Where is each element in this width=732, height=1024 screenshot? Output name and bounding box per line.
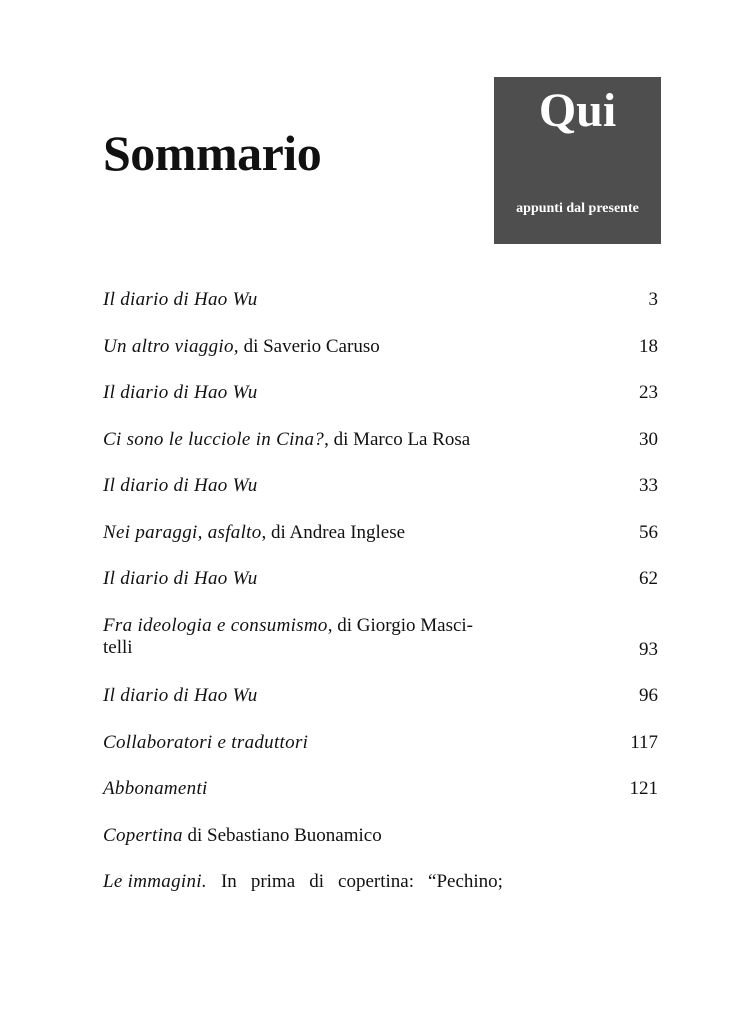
toc-entry-page: 18 bbox=[639, 335, 658, 357]
toc-entry bbox=[103, 685, 658, 707]
toc-entry-title: Il diario di Hao Wu bbox=[103, 475, 258, 496]
toc-entry-page: 93 bbox=[639, 638, 658, 660]
toc-entry bbox=[103, 336, 658, 358]
logo-name: Qui bbox=[538, 84, 617, 137]
toc-entry-page: 23 bbox=[639, 382, 658, 403]
toc-entry bbox=[103, 522, 658, 544]
toc-entry bbox=[103, 289, 658, 311]
toc-entry-page: 121 bbox=[629, 778, 658, 799]
toc-entry-page: 3 bbox=[648, 289, 658, 310]
toc-entry-author-continuation: telli bbox=[103, 636, 133, 658]
toc-entry-page: 117 bbox=[630, 731, 658, 753]
toc-entry-title: Il diario di Hao Wu bbox=[103, 289, 258, 310]
images-note-word: In bbox=[220, 871, 237, 892]
images-note-word: di bbox=[309, 871, 324, 892]
toc-entry-title: Nei paraggi, asfalto bbox=[103, 521, 262, 543]
toc-entry-page: 56 bbox=[639, 521, 658, 543]
toc-entry-author: , di Marco La Rosa bbox=[324, 428, 471, 450]
toc-entry-title: Abbonamenti bbox=[103, 778, 208, 799]
toc-entry-page: 33 bbox=[639, 475, 658, 496]
images-note bbox=[103, 871, 658, 893]
toc-entry bbox=[103, 825, 658, 847]
images-note-word: copertina: bbox=[338, 871, 414, 892]
toc-entry-author: di Saverio Caruso bbox=[238, 335, 380, 357]
page-title: Sommario bbox=[103, 125, 322, 181]
toc-entry-title: Collaboratori e traduttori bbox=[103, 731, 309, 753]
images-note-word: “Pechino; bbox=[428, 871, 503, 892]
toc-entry bbox=[103, 382, 658, 404]
toc-entry bbox=[103, 615, 658, 661]
toc-entry-title: Ci sono le lucciole in Cina? bbox=[103, 428, 325, 450]
images-note-label: Le immagini. bbox=[103, 871, 207, 892]
toc-entry-title: Il diario di Hao Wu bbox=[103, 382, 258, 403]
toc-entry bbox=[103, 778, 658, 800]
toc-entry-page: 96 bbox=[639, 685, 658, 706]
toc-entry bbox=[103, 429, 658, 451]
toc-entry-title: Il diario di Hao Wu bbox=[103, 685, 258, 706]
images-note-word: prima bbox=[250, 871, 296, 892]
toc-entry bbox=[103, 568, 658, 590]
table-of-contents bbox=[103, 289, 658, 918]
toc-entry-title: Il diario di Hao Wu bbox=[103, 568, 258, 589]
toc-entry-title: Copertina bbox=[103, 824, 183, 846]
toc-entry-author: , di Andrea Inglese bbox=[261, 521, 406, 543]
toc-entry bbox=[103, 732, 658, 754]
toc-entry-author: di Sebastiano Buonamico bbox=[182, 824, 382, 846]
logo-tagline: appunti dal presente bbox=[516, 201, 639, 216]
toc-entry-page: 62 bbox=[639, 568, 658, 589]
toc-entry-author: , di Giorgio Masci- bbox=[327, 614, 474, 636]
toc-entry-page: 30 bbox=[639, 428, 658, 450]
toc-entry-title: Un altro viaggio, bbox=[103, 335, 239, 357]
magazine-logo bbox=[494, 77, 661, 244]
toc-entry-title: Fra ideologia e consumismo bbox=[103, 614, 328, 636]
toc-entry bbox=[103, 475, 658, 497]
